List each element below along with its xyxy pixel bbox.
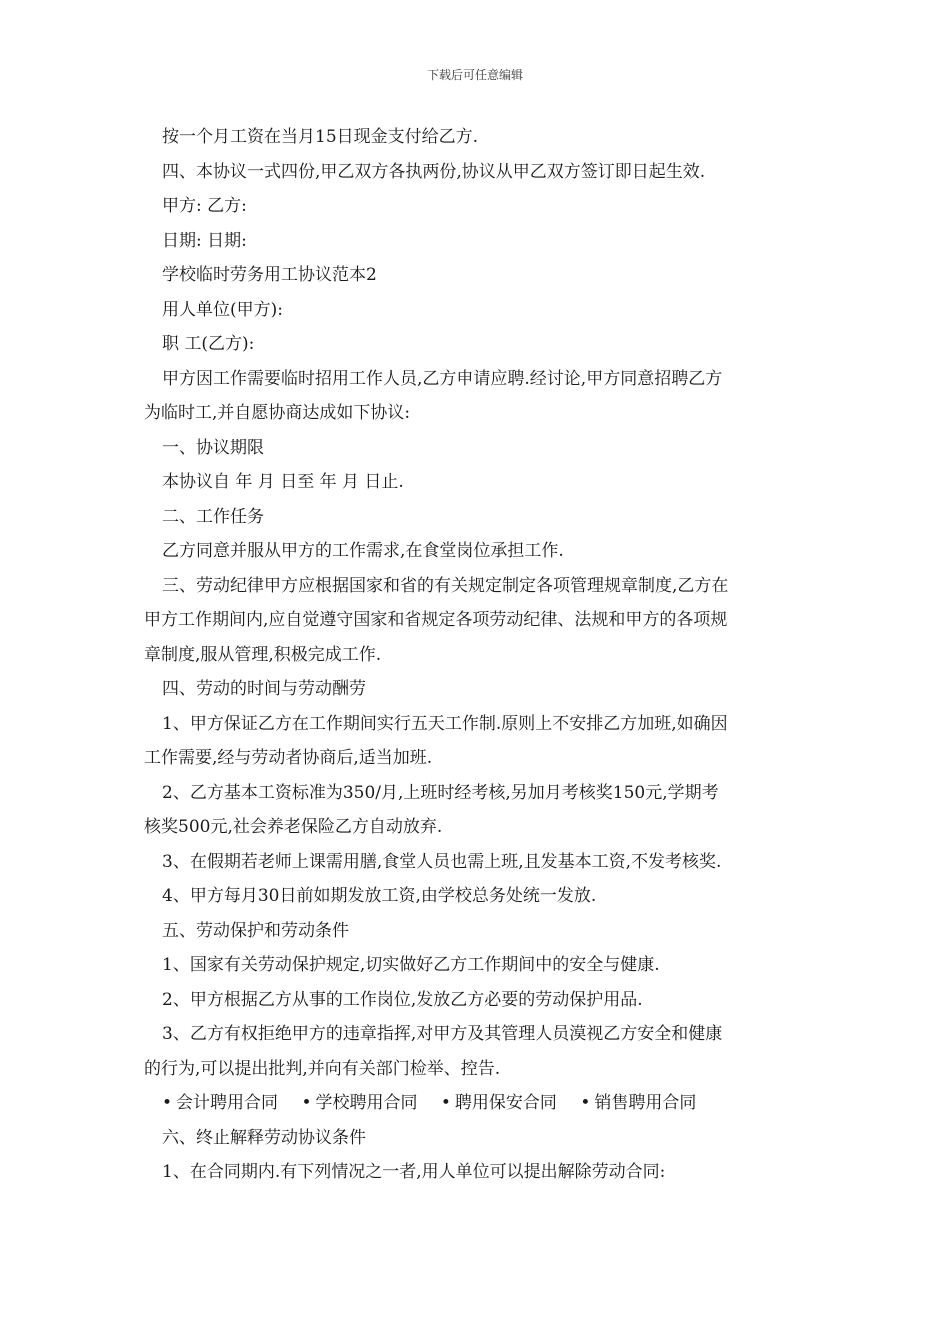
related-links <box>144 1086 814 1121</box>
paragraph-line: 甲方因工作需要临时招用工作人员,乙方申请应聘.经讨论,甲方同意招聘乙方 <box>162 368 723 389</box>
bullet-icon: • <box>440 1093 451 1113</box>
paragraph-line: 核奖500元,社会养老保险乙方自动放弃. <box>144 817 443 837</box>
section-title: 学校临时劳务用工协议范本2 <box>162 265 377 285</box>
paragraph-line: 本协议自 年 月 日至 年 月 日止. <box>162 472 404 492</box>
paragraph-line: 1、甲方保证乙方在工作期间实行五天工作制.原则上不安排乙方加班,如确因 <box>162 713 728 734</box>
section-heading: 一、协议期限 <box>162 437 264 458</box>
related-link-school-contract[interactable]: • 学校聘用合同 <box>301 1093 418 1113</box>
paragraph-line: 的行为,可以提出批判,并向有关部门检举、控告. <box>144 1058 501 1079</box>
paragraph-line: 三、劳动纪律甲方应根据国家和省的有关规定制定各项管理规章制度,乙方在 <box>162 575 729 596</box>
paragraph-line: 工作需要,经与劳动者协商后,适当加班. <box>144 748 433 768</box>
paragraph-line: 用人单位(甲方): <box>162 299 283 320</box>
paragraph-line: 2、甲方根据乙方从事的工作岗位,发放乙方必要的劳动保护用品. <box>162 989 643 1010</box>
paragraph-line: 甲方: 乙方: <box>162 196 247 216</box>
paragraph-line: 四、本协议一式四份,甲乙双方各执两份,协议从甲乙双方签订即日起生效. <box>162 161 706 182</box>
bullet-icon: • <box>580 1093 591 1113</box>
section-heading: 四、劳动的时间与劳动酬劳 <box>162 679 366 699</box>
paragraph-line: 3、在假期若老师上课需用膳,食堂人员也需上班,且发基本工资,不发考核奖. <box>162 851 722 872</box>
related-link-sales-contract[interactable]: • 销售聘用合同 <box>580 1093 697 1113</box>
section-heading: 五、劳动保护和劳动条件 <box>162 920 349 941</box>
paragraph-line: 按一个月工资在当月15日现金支付给乙方. <box>162 127 479 147</box>
related-link-accounting-contract[interactable]: • 会计聘用合同 <box>162 1093 279 1113</box>
page-header: 下载后可任意编辑 <box>426 68 523 82</box>
paragraph-line: 甲方工作期间内,应自觉遵守国家和省规定各项劳动纪律、法规和甲方的各项规 <box>144 610 728 630</box>
paragraph-line: 为临时工,并自愿协商达成如下协议: <box>144 403 411 423</box>
paragraph-line: 1、国家有关劳动保护规定,切实做好乙方工作期间中的安全与健康. <box>162 955 660 975</box>
paragraph-line: 2、乙方基本工资标准为350/月,上班时经考核,另加月考核奖150元,学期考 <box>162 782 719 803</box>
paragraph-line: 章制度,服从管理,积极完成工作. <box>144 644 382 665</box>
document-body <box>144 120 814 1190</box>
paragraph-line: 3、乙方有权拒绝甲方的违章指挥,对甲方及其管理人员漠视乙方安全和健康 <box>162 1024 723 1044</box>
paragraph-line: 职 工(乙方): <box>162 334 255 354</box>
paragraph-line: 乙方同意并服从甲方的工作需求,在食堂岗位承担工作. <box>162 541 564 561</box>
paragraph-line: 日期: 日期: <box>162 230 247 251</box>
bullet-icon: • <box>162 1093 173 1113</box>
section-heading: 六、终止解释劳动协议条件 <box>162 1127 366 1148</box>
paragraph-line: 1、在合同期内.有下列情况之一者,用人单位可以提出解除劳动合同: <box>162 1162 666 1182</box>
bullet-icon: • <box>301 1093 312 1113</box>
related-link-security-contract[interactable]: • 聘用保安合同 <box>440 1093 557 1113</box>
section-heading: 二、工作任务 <box>162 506 264 527</box>
paragraph-line: 4、甲方每月30日前如期发放工资,由学校总务处统一发放. <box>162 886 597 906</box>
